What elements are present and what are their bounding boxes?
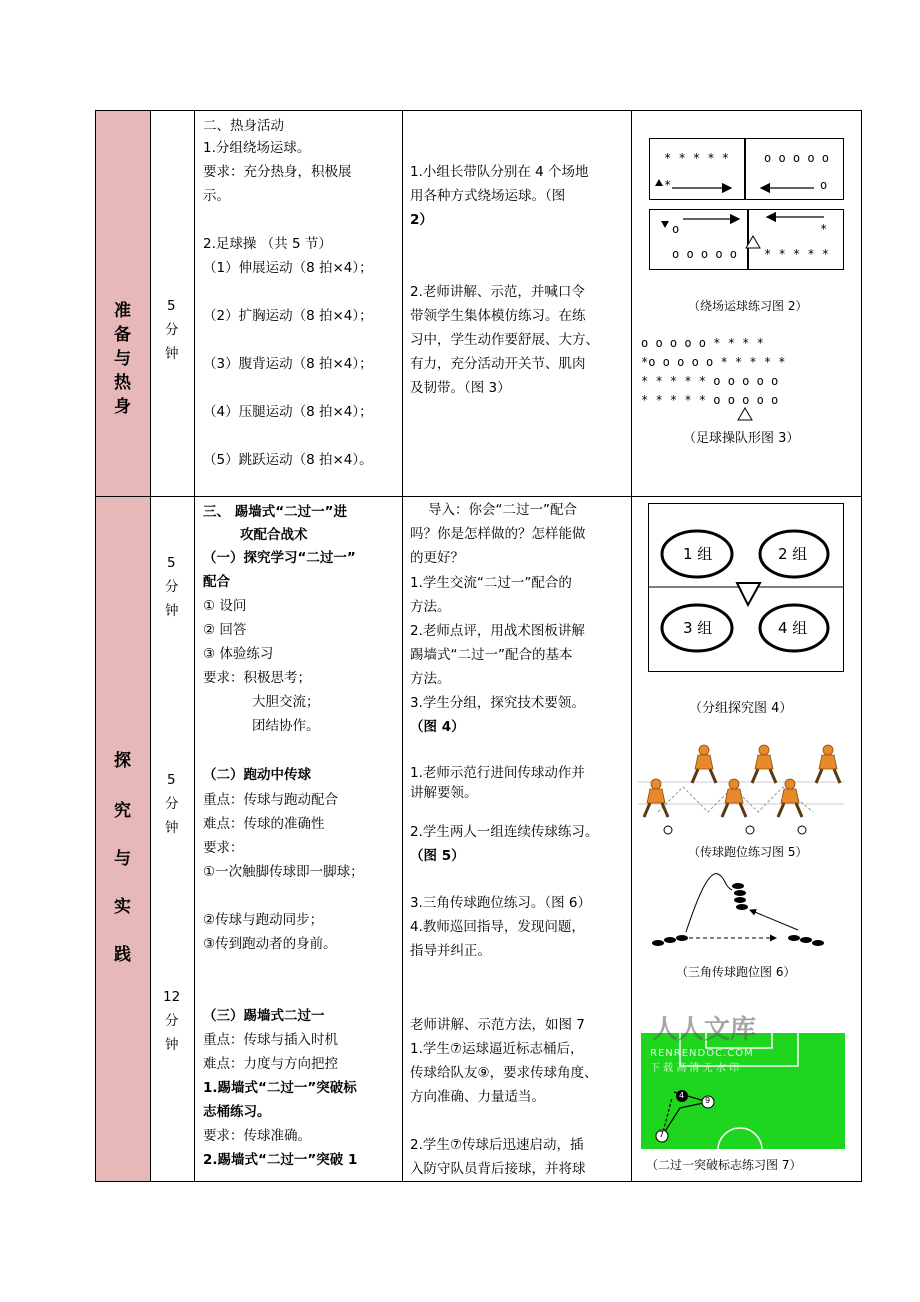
method-line: 导入：你会“二过一”配合 bbox=[428, 502, 577, 518]
stage-char: 探 bbox=[114, 751, 131, 771]
method-line: 吗？你是怎样做的？怎样能做 bbox=[410, 526, 586, 542]
method-line: 老师讲解、示范方法，如图 7 bbox=[410, 1017, 585, 1033]
subsection-heading: （一）探究学习“二过一” bbox=[203, 550, 356, 566]
content-line: ②传球与跑动同步； bbox=[203, 912, 324, 928]
content-line: ② 回答 bbox=[203, 622, 247, 638]
method-line: 3.三角传球跑位练习。（图 6） bbox=[410, 895, 592, 911]
marker-row: * * * * * bbox=[664, 151, 730, 165]
time-char: 分 bbox=[165, 579, 179, 595]
time-char: 分 bbox=[165, 322, 179, 338]
method-line: 入防守队员背后接球，并将球 bbox=[410, 1161, 586, 1177]
content-line: ③ 体验练习 bbox=[203, 646, 274, 662]
time-char: 5 bbox=[167, 555, 176, 571]
method-line: 1.学生⑦运球逼近标志桶后， bbox=[410, 1041, 584, 1057]
table-col-line bbox=[95, 110, 96, 1182]
stage-char: 与 bbox=[114, 849, 131, 869]
content-line: 要求：积极思考； bbox=[203, 670, 311, 686]
figure-caption: （分组探究图 4） bbox=[689, 701, 793, 716]
content-line: 大胆交流； bbox=[252, 694, 320, 710]
method-line: 踢墙式“二过一”配合的基本 bbox=[410, 647, 573, 663]
marker-row: o o o o o bbox=[672, 247, 738, 261]
table-col-line bbox=[194, 110, 195, 1182]
method-line: 习中，学生动作要舒展、大方、 bbox=[410, 332, 599, 348]
table-col-line bbox=[861, 110, 862, 1182]
method-line: 2.老师点评，用战术图板讲解 bbox=[410, 623, 585, 639]
method-line: 的更好？ bbox=[410, 550, 464, 566]
method-line: （图 4） bbox=[410, 719, 465, 735]
method-line: 方法。 bbox=[410, 671, 451, 687]
triangle-diagram bbox=[648, 866, 834, 956]
content-line: ③传到跑动者的身前。 bbox=[203, 936, 337, 952]
subsection-heading: 配合 bbox=[203, 574, 230, 590]
time-char: 12 bbox=[163, 989, 181, 1005]
method-line: 2.老师讲解、示范，并喊口令 bbox=[410, 284, 585, 300]
watermark-slogan: 下 载 高 清 无 水 印 bbox=[650, 1063, 740, 1074]
teacher-triangle-icon bbox=[737, 407, 753, 421]
content-line: 2.足球操 （共 5 节） bbox=[203, 236, 332, 252]
method-line: 方向准确、力量适当。 bbox=[410, 1089, 545, 1105]
content-line: 示。 bbox=[203, 188, 230, 204]
content-line: 志桶练习。 bbox=[203, 1104, 271, 1120]
content-line: （2）扩胸运动（8 拍×4）； bbox=[203, 308, 373, 324]
method-line: 及韧带。（图 3） bbox=[410, 380, 511, 396]
time-char: 分 bbox=[165, 796, 179, 812]
method-line: 3.学生分组，探究技术要领。 bbox=[410, 695, 585, 711]
content-line: （4）压腿运动（8 拍×4）； bbox=[203, 404, 373, 420]
content-line: 要求： bbox=[203, 840, 244, 856]
content-line: 2.踢墙式“二过一”突破 1 bbox=[203, 1152, 358, 1168]
table-col-line bbox=[402, 110, 403, 1182]
method-line: 讲解要领。 bbox=[410, 785, 478, 801]
group-label: 4 组 bbox=[778, 619, 808, 637]
method-line: 1.老师示范行进间传球动作并 bbox=[410, 765, 585, 781]
group-label: 2 组 bbox=[778, 545, 808, 563]
group-label: 3 组 bbox=[683, 619, 713, 637]
method-line: 带领学生集体模仿练习。在练 bbox=[410, 308, 586, 324]
method-line: 4.教师巡回指导，发现问题， bbox=[410, 919, 585, 935]
content-line: 难点：力度与方向把控 bbox=[203, 1056, 338, 1072]
marker-row: * bbox=[820, 222, 828, 236]
stage-char: 究 bbox=[114, 801, 131, 821]
stage-char: 热 bbox=[114, 373, 131, 393]
time-char: 5 bbox=[167, 298, 176, 314]
method-line: 传球给队友⑨，要求传球角度、 bbox=[410, 1065, 598, 1081]
section-heading: 二、热身活动 bbox=[203, 118, 284, 134]
method-line: （图 5） bbox=[410, 848, 465, 864]
formation-row: *o o o o o * * * * * bbox=[641, 355, 786, 369]
subsection-heading: （三）踢墙式二过一 bbox=[203, 1008, 325, 1024]
content-line: 1.分组绕场运球。 bbox=[203, 140, 311, 156]
time-char: 钟 bbox=[165, 603, 179, 619]
player-number: 9 bbox=[705, 1096, 711, 1105]
marker-row: * bbox=[664, 178, 672, 192]
content-line: （5）跳跃运动（8 拍×4）。 bbox=[203, 452, 373, 468]
stage-char: 准 bbox=[114, 301, 131, 321]
tactics-board bbox=[648, 503, 844, 673]
method-line: 2） bbox=[410, 212, 433, 228]
formation-row: o o o o o * * * * bbox=[641, 336, 764, 350]
marker-row: o bbox=[672, 222, 680, 236]
method-line: 2.学生两人一组连续传球练习。 bbox=[410, 824, 599, 840]
table-col-line bbox=[631, 110, 632, 1182]
time-char: 5 bbox=[167, 772, 176, 788]
figure-caption: （足球操队形图 3） bbox=[683, 431, 800, 446]
players-illustration bbox=[638, 742, 844, 838]
method-line: 指导并纠正。 bbox=[410, 943, 491, 959]
method-line: 有力，充分活动开关节、肌肉 bbox=[410, 356, 586, 372]
table-border-bottom bbox=[95, 1181, 862, 1182]
defender-number: 4 bbox=[679, 1091, 685, 1100]
content-line: 团结协作。 bbox=[252, 718, 320, 734]
time-char: 钟 bbox=[165, 346, 179, 362]
method-line: 1.学生交流“二过一”配合的 bbox=[410, 575, 572, 591]
figure-caption: （三角传球跑位图 6） bbox=[676, 965, 796, 979]
stage-char: 实 bbox=[114, 897, 131, 917]
subsection-heading: （二）跑动中传球 bbox=[203, 767, 311, 783]
time-char: 钟 bbox=[165, 1037, 179, 1053]
time-char: 钟 bbox=[165, 820, 179, 836]
marker-row: o o o o o bbox=[764, 151, 830, 165]
content-line: 难点：传球的准确性 bbox=[203, 816, 325, 832]
group-label: 1 组 bbox=[683, 545, 713, 563]
content-line: 重点：传球与跑动配合 bbox=[203, 792, 338, 808]
stage-cell-explore bbox=[96, 497, 150, 1181]
table-border-top bbox=[95, 110, 862, 111]
table-col-line bbox=[150, 110, 151, 1182]
figure-caption: （绕场运球练习图 2） bbox=[688, 299, 808, 313]
formation-row: * * * * * o o o o o bbox=[641, 393, 779, 407]
time-char: 分 bbox=[165, 1013, 179, 1029]
section-heading: 三、 踢墙式“二过一”进 bbox=[203, 504, 347, 520]
player-number: 7 bbox=[659, 1130, 665, 1139]
stage-char: 备 bbox=[114, 325, 131, 345]
marker-row: * * * * * bbox=[764, 247, 830, 261]
content-line: （3）腹背运动（8 拍×4）； bbox=[203, 356, 373, 372]
content-line: （1）伸展运动（8 拍×4）； bbox=[203, 260, 373, 276]
marker-row: o bbox=[820, 178, 828, 192]
table-row-divider bbox=[95, 496, 862, 497]
formation-row: * * * * * o o o o o bbox=[641, 374, 779, 388]
stage-char: 践 bbox=[114, 945, 131, 965]
content-line: 1.踢墙式“二过一”突破标 bbox=[203, 1080, 357, 1096]
figure-caption: （传球跑位练习图 5） bbox=[688, 845, 808, 859]
dribble-arrows bbox=[649, 138, 845, 272]
watermark-url: RENRENDOC.COM bbox=[650, 1048, 754, 1059]
method-line: 方法。 bbox=[410, 599, 451, 615]
method-line: 1.小组长带队分别在 4 个场地 bbox=[410, 164, 589, 180]
watermark-title: 人人文库 bbox=[652, 1015, 757, 1045]
stage-char: 身 bbox=[114, 397, 131, 417]
section-heading: 攻配合战术 bbox=[240, 527, 308, 543]
stage-char: 与 bbox=[114, 349, 131, 369]
figure-caption: （二过一突破标志练习图 7） bbox=[646, 1158, 802, 1172]
content-line: ①一次触脚传球即一脚球； bbox=[203, 864, 364, 880]
method-line: 用各种方式绕场运球。（图 bbox=[410, 188, 566, 204]
content-line: 要求：传球准确。 bbox=[203, 1128, 311, 1144]
content-line: ① 设问 bbox=[203, 598, 247, 614]
content-line: 重点：传球与插入时机 bbox=[203, 1032, 338, 1048]
method-line: 2.学生⑦传球后迅速启动，插 bbox=[410, 1137, 584, 1153]
content-line: 要求：充分热身，积极展 bbox=[203, 164, 352, 180]
